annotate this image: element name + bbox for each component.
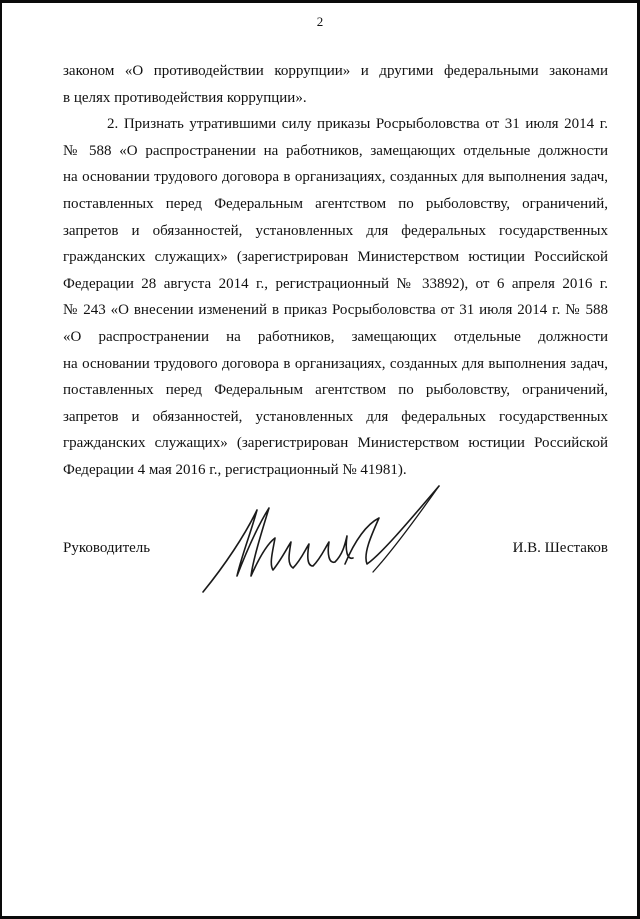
text-line: поставленных перед Федеральным агентством по рыболовству, ограничений, bbox=[63, 195, 608, 212]
scan-edge-top bbox=[0, 0, 640, 3]
text-line: на основании трудового договора в организациях, созданных для выполнения задач, bbox=[63, 169, 608, 186]
text-line: 2. Признать утратившими силу приказы Росрыболовства от 31 июля 2014 г. bbox=[107, 116, 608, 133]
text-line: в целях противодействия коррупции». bbox=[63, 89, 307, 106]
text-line: запретов и обязанностей, установленных для федеральных государственных bbox=[63, 408, 608, 425]
signer-name: И.В. Шестаков bbox=[512, 540, 608, 556]
text-line: Федерации 28 августа 2014 г., регистрационный № 33892), от 6 апреля 2016 г. bbox=[63, 275, 608, 292]
text-line: запретов и обязанностей, установленных для федеральных государственных bbox=[63, 222, 608, 239]
text-line: на основании трудового договора в организациях, созданных для выполнения задач, bbox=[63, 355, 608, 372]
document-body bbox=[63, 58, 608, 484]
text-line: Федерации 4 мая 2016 г., регистрационный № 41981). bbox=[63, 461, 407, 478]
text-line: № 243 «О внесении изменений в приказ Росрыболовства от 31 июля 2014 г. № 588 bbox=[63, 302, 608, 319]
text-line: гражданских служащих» (зарегистрирован Министерством юстиции Российской bbox=[63, 435, 608, 452]
text-line: гражданских служащих» (зарегистрирован Министерством юстиции Российской bbox=[63, 249, 608, 266]
text-line: поставленных перед Федеральным агентством по рыболовству, ограничений, bbox=[63, 382, 608, 399]
signature-stroke bbox=[203, 508, 353, 592]
signature-stroke bbox=[373, 486, 439, 572]
text-line: «О распространении на работников, замещающих отдельные должности bbox=[63, 328, 608, 345]
text-line: № 588 «О распространении на работников, замещающих отдельные должности bbox=[63, 142, 608, 159]
signer-position: Руководитель bbox=[63, 540, 151, 556]
scan-edge-left bbox=[0, 0, 2, 919]
signature-stroke bbox=[345, 486, 439, 564]
handwritten-signature bbox=[195, 480, 445, 600]
page-number: 2 bbox=[316, 14, 324, 29]
text-line: законом «О противодействии коррупции» и другими федеральными законами bbox=[63, 63, 608, 79]
